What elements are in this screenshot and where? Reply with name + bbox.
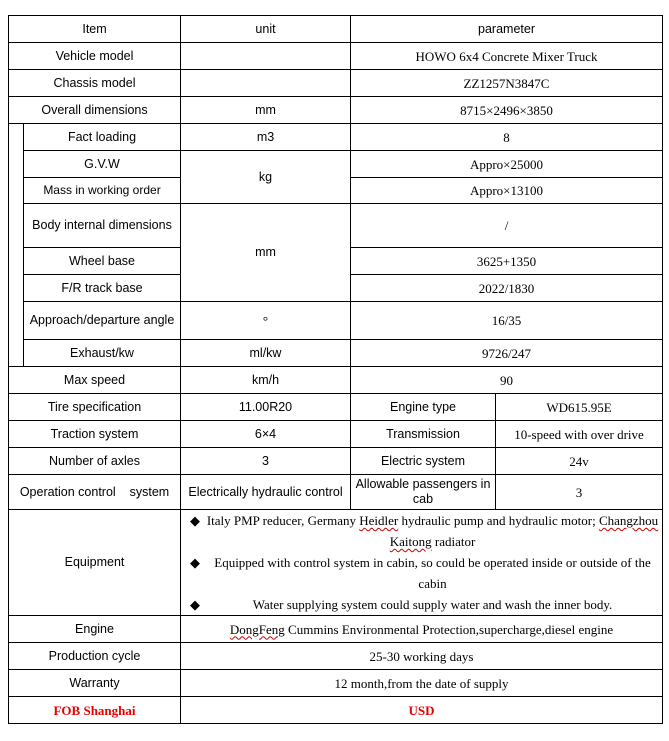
axles-label: Number of axles (9, 448, 181, 475)
mass-working-value: Appro×13100 (351, 178, 663, 204)
fact-loading-label: Fact loading (24, 124, 181, 151)
table-row (9, 616, 663, 643)
spec-table (8, 15, 663, 724)
engine-type-value: WD615.95E (496, 394, 663, 421)
electric-label: Electric system (351, 448, 496, 475)
header-row (9, 16, 663, 43)
weight-unit: kg (181, 151, 351, 204)
engine-type-label: Engine type (351, 394, 496, 421)
table-row (9, 70, 663, 97)
gvw-value: Appro×25000 (351, 151, 663, 178)
vehicle-model-label: Vehicle model (9, 43, 181, 70)
vehicle-model-unit (181, 43, 351, 70)
operation-label: Operation control system (9, 475, 181, 510)
table-row (9, 448, 663, 475)
equipment-text: Water supplying system could supply water and wash the inner body. (252, 597, 613, 612)
track-base-value: 2022/1830 (351, 275, 663, 302)
transmission-label: Transmission (351, 421, 496, 448)
table-row (9, 394, 663, 421)
warranty-value: 12 month,from the date of supply (181, 670, 663, 697)
electric-value: 24v (496, 448, 663, 475)
max-speed-unit: km/h (181, 367, 351, 394)
table-row (9, 302, 663, 340)
fob-label: FOB Shanghai (9, 697, 181, 724)
body-internal-value: / (351, 204, 663, 248)
engine-label: Engine (9, 616, 181, 643)
equipment-item (184, 510, 659, 552)
body-internal-label: Body internal dimensions (24, 204, 181, 248)
length-unit: mm (181, 204, 351, 302)
passengers-value: 3 (496, 475, 663, 510)
table-row (9, 124, 663, 151)
table-row (9, 151, 663, 178)
table-row (9, 43, 663, 70)
traction-label: Traction system (9, 421, 181, 448)
wheel-base-label: Wheel base (24, 248, 181, 275)
chassis-model-value: ZZ1257N3847C (351, 70, 663, 97)
equipment-item (184, 552, 659, 594)
axles-value: 3 (181, 448, 351, 475)
table-row (9, 204, 663, 248)
table-row (9, 510, 663, 616)
tire-value: 11.00R20 (181, 394, 351, 421)
overall-dimensions-label: Overall dimensions (9, 97, 181, 124)
equipment-text: Equipped with control system in cabin, so could be operated inside or outside of the cabin (214, 555, 651, 591)
max-speed-value: 90 (351, 367, 663, 394)
header-unit: unit (181, 16, 351, 43)
table-row (9, 697, 663, 724)
overall-dimensions-value: 8715×2496×3850 (351, 97, 663, 124)
fact-loading-value: 8 (351, 124, 663, 151)
approach-label: Approach/departure angle (24, 302, 181, 340)
equipment-list (181, 510, 663, 616)
equipment-text: Italy PMP reducer, Germany Heidler hydraulic pump and hydraulic motor; Changzhou Kaitong radiator (206, 513, 659, 549)
table-row (9, 670, 663, 697)
production-label: Production cycle (9, 643, 181, 670)
chassis-model-unit (181, 70, 351, 97)
header-parameter: parameter (351, 16, 663, 43)
operation-value: Electrically hydraulic control (181, 475, 351, 510)
production-value: 25-30 working days (181, 643, 663, 670)
fact-loading-unit: m3 (181, 124, 351, 151)
track-base-label: F/R track base (24, 275, 181, 302)
wheel-base-value: 3625+1350 (351, 248, 663, 275)
fob-value: USD (181, 697, 663, 724)
table-row (9, 643, 663, 670)
approach-unit: ° (181, 302, 351, 340)
passengers-label: Allowable passengers in cab (351, 475, 496, 510)
table-row (9, 421, 663, 448)
max-speed-label: Max speed (9, 367, 181, 394)
engine-value: DongFeng Cummins Environmental Protection,supercharge,diesel engine (181, 616, 663, 643)
gvw-label: G.V.W (24, 151, 181, 178)
transmission-value: 10-speed with over drive (496, 421, 663, 448)
table-row (9, 367, 663, 394)
table-row (9, 97, 663, 124)
table-row (9, 475, 663, 510)
exhaust-label: Exhaust/kw (24, 340, 181, 367)
exhaust-unit: ml/kw (181, 340, 351, 367)
tire-label: Tire specification (9, 394, 181, 421)
traction-value: 6×4 (181, 421, 351, 448)
equipment-item (184, 594, 659, 615)
diamond-bullet-icon: ◆ (190, 513, 200, 528)
overall-dimensions-unit: mm (181, 97, 351, 124)
header-item: Item (9, 16, 181, 43)
approach-value: 16/35 (351, 302, 663, 340)
warranty-label: Warranty (9, 670, 181, 697)
diamond-bullet-icon: ◆ (190, 555, 200, 570)
equipment-label: Equipment (9, 510, 181, 616)
table-row (9, 340, 663, 367)
exhaust-value: 9726/247 (351, 340, 663, 367)
mass-working-label: Mass in working order (24, 178, 181, 204)
group-strip (9, 124, 24, 367)
vehicle-model-value: HOWO 6x4 Concrete Mixer Truck (351, 43, 663, 70)
diamond-bullet-icon: ◆ (190, 597, 200, 612)
chassis-model-label: Chassis model (9, 70, 181, 97)
